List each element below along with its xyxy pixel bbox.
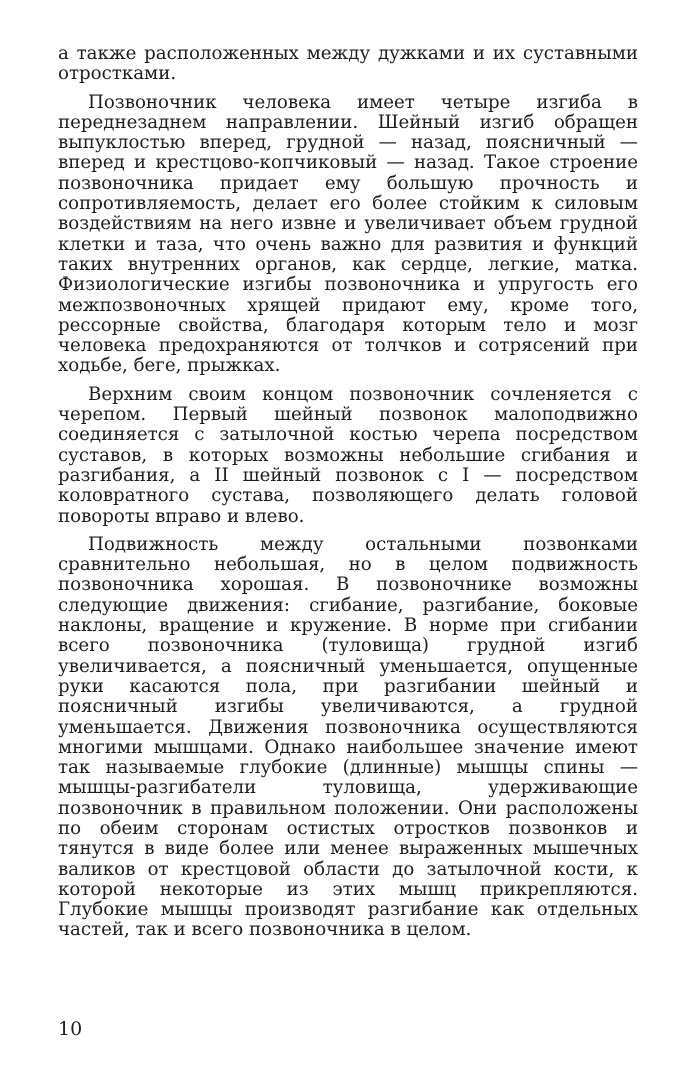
page-body: [58, 44, 638, 949]
page-number: 10: [58, 1018, 83, 1040]
paragraph-3: Верхним своим концом позвоночник сочленяется с черепом. Первый шейный позвонок малоподвижно соединяется с затылочной костью черепа посредством суставов, в которых возможны небольшие сгибания и разгибания, а II шейный позвонок с I — посредством коловратного сустава, позволяющего делать головой повороты вправо и влево.: [58, 383, 638, 527]
paragraph-4: Подвижность между остальными позвонками сравнительно небольшая, но в целом подвижность позвоночника хорошая. В позвоночнике возможны следующие движения: сгибание, разгибание, боковые наклоны, вращение и кружение. В норме при сгибании всего позвоночника (туловища) грудной изгиб увеличивается, а поясничный уменьшается, опущенные руки касаются пола, при разгибании шейный и поясничный изгибы увеличиваются, а грудной уменьшается. Движения позвоночника осуществляются многими мышцами. Однако наибольшее значение имеют так называемые глубокие (длинные) мышцы спины — мышцы-разгибатели туловища, удерживающие позвоночник в правильном положении. Они расположены по обеим сторонам остистых отростков позвонков и тянутся в виде более или менее выраженных мышечных валиков от крестцовой области до затылочной кости, к которой некоторые из этих мышц прикрепляются. Глубокие мышцы производят разгибание как отдельных частей, так и всего позвоночника в целом.: [58, 533, 638, 941]
paragraph-1: а также расположенных между дужками и их суставными отростками.: [58, 43, 638, 85]
paragraph-2: Позвоночник человека имеет четыре изгиба в переднезаднем направлении. Шейный изгиб обращен выпуклостью вперед, грудной — назад, поясничный — вперед и крестцово-копчиковый — назад. Такое строение позвоночника придает ему большую прочность и сопротивляемость, делает его более стойким к силовым воздействиям на него извне и увеличивает объем грудной клетки и таза, что очень важно для развития и функций таких внутренних органов, как сердце, легкие, матка. Физиологические изгибы позвоночника и упругость его межпозвоночных хрящей придают ему, кроме того, рессорные свойства, благодаря которым тело и мозг человека предохраняются от толчков и сотрясений при ходьбе, беге, прыжках.: [58, 91, 638, 377]
